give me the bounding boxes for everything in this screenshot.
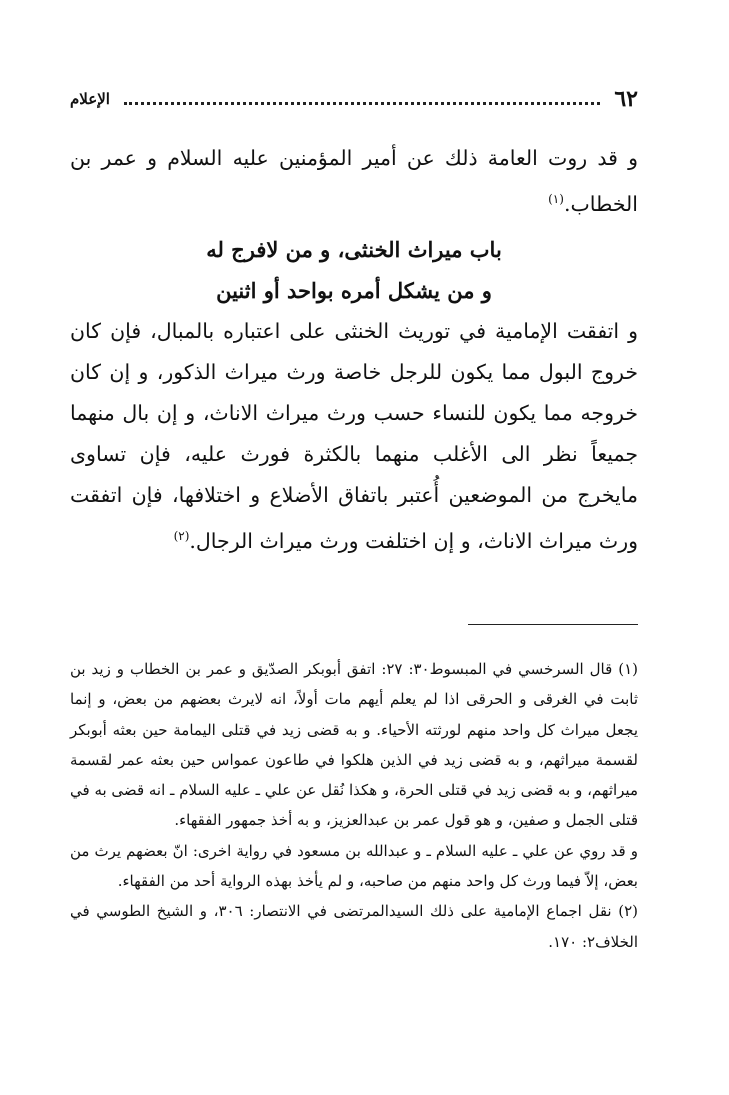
chapter-heading-line-1: باب ميراث الخنثى، و من لافرج له [206, 236, 502, 262]
footnote-ref-1: (١) [548, 192, 564, 206]
paragraph-1 [70, 138, 638, 225]
page-header [70, 84, 638, 114]
footnote-ref-2: (٢) [173, 528, 190, 543]
footnote-separator [468, 624, 638, 625]
page-number: ٦٢ [614, 86, 638, 112]
main-text [70, 138, 638, 562]
footnote-2: (٢) نقل اجماع الإمامية على ذلك السيدالمرتضى في الانتصار: ٣٠٦، و الشيخ الطوسي في الخلاف٢: ١٧٠. [70, 902, 638, 951]
header-dotted-leader [124, 102, 600, 105]
paragraph-2 [70, 311, 638, 562]
footnotes [70, 654, 638, 957]
chapter-heading-line-2: و من يشكل أمره بواحد أو اثنين [216, 277, 492, 303]
paragraph-1-text: و قد روت العامة ذلك عن أمير المؤمنين عليه السلام و عمر بن الخطاب. [70, 146, 638, 216]
footnote-1-continued: و قد روي عن علي ـ عليه السلام ـ و عبدالله بن مسعود في رواية اخرى: انّ بعضهم يرث من بعض، إلاّ فيما ورث كل واحد منهم من صاحبه، و لم يأخذ بهذه الرواية أحد من الفقهاء. [70, 841, 638, 891]
paragraph-2-text: و اتفقت الإمامية في توريث الخنثى على اعتباره بالمبال، فإن كان خروج البول مما يكون للرجل خاصة ورث ميراث الذكور، و إن كان خروجه مما يكون للنساء حسب ورث ميراث الاناث، و إن بال منهما جميعاً نظر الى الأغلب منهما بالكثرة فورث عليه، فإن تساوى مايخرج من الموضعين أُعتبر باتفاق الأضلاع و اختلافها، فإن اتفقت ورث ميراث الاناث، و إن اختلفت ورث ميراث الرجال. [70, 318, 638, 553]
running-title: الإعلام [70, 90, 110, 108]
footnote-1: (١) قال السرخسي في المبسوط٣٠: ٢٧: اتفق أبوبكر الصدّيق و عمر بن الخطاب و زيد بن ثابت في الغرقى و الحرقى اذا لم يعلم أيهم مات أولاً، انه لايرث بعضهم من بعض، و إنما يجعل ميراث كل واحد منهم لورثته الأحياء. و به قضى زيد في قتلى اليمامة حين بعثه أبوبكر لقسمة ميراثهم، و به قضى زيد في الذين هلكوا في طاعون عمواس حين بعثه عمر لقسمة ميراثهم، و به قضى زيد في قتلى الحرة، و هكذا نُقل عن علي ـ عليه السلام ـ انه قضى به في قتلى الجمل و صفين، و هو قول عمر بن عبدالعزيز، و به أخذ جمهور الفقهاء. [70, 660, 638, 830]
